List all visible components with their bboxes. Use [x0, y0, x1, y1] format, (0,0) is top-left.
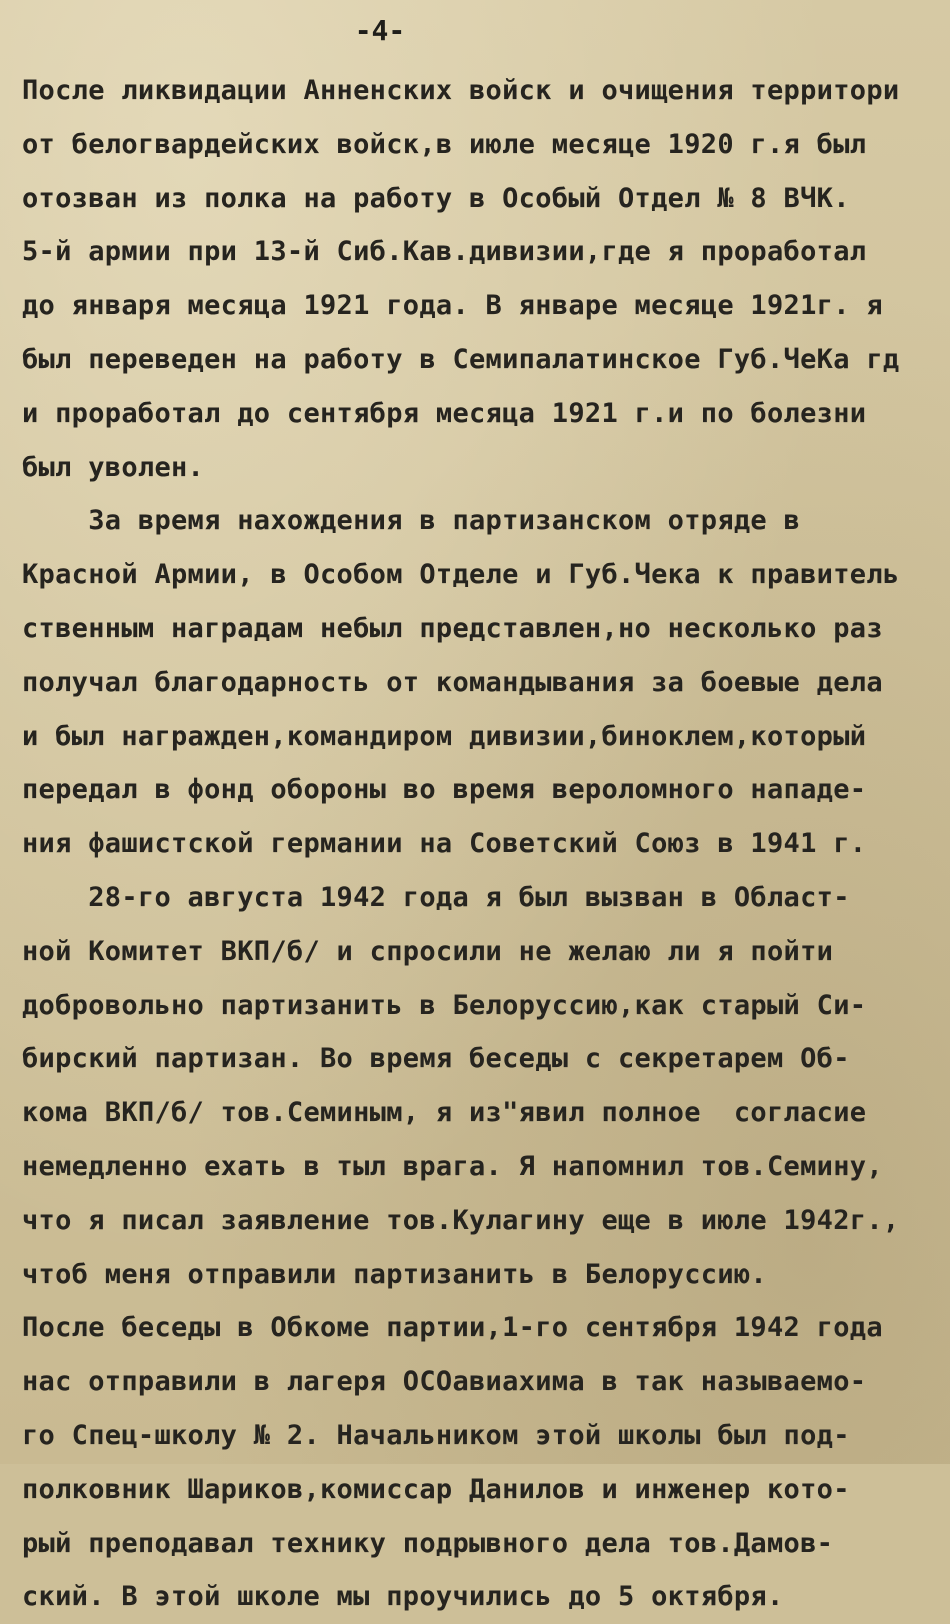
text-line: После ликвидации Анненских войск и очищения территори: [22, 75, 900, 106]
text-line: что я писал заявление тов.Кулагину еще в июле 1942г.,: [22, 1204, 900, 1236]
text-line: чтоб меня отправили партизанить в Белоруссию.: [22, 1258, 767, 1290]
text-line: кома ВКП/б/ тов.Семиным, я из"явил полное согласие: [22, 1097, 867, 1129]
text-line: го Спец-школу № 2. Начальником этой школы был под-: [22, 1419, 850, 1451]
text-line: был переведен на работу в Семипалатинское Губ.ЧеКа гд: [22, 343, 900, 375]
text-line: и был награжден,командиром дивизии,биноклем,который: [22, 720, 867, 752]
text-line: ский. В этой школе мы проучились до 5 октября.: [22, 1581, 784, 1613]
text-line: передал в фонд обороны во время вероломного нападе-: [22, 774, 867, 806]
text-line: После беседы в Обкоме партии,1-го сентября 1942 года: [22, 1312, 883, 1344]
text-line: ния фашистской германии на Советский Союз в 1941 г.: [22, 828, 867, 860]
text-line: За время нахождения в партизанском отряде в: [22, 505, 801, 537]
text-line: получал благодарность от командывания за боевые дела: [22, 666, 883, 698]
text-line: 5-й армии при 13-й Сиб.Кав.дивизии,где я проработал: [22, 236, 867, 268]
text-line: ной Комитет ВКП/б/ и спросили не желаю ли я пойти: [22, 935, 834, 967]
text-line: нас отправили в лагеря ОСОавиахима в так называемо-: [22, 1366, 867, 1398]
text-line: 28-го августа 1942 года я был вызван в Област-: [22, 881, 850, 913]
text-line: рый преподавал технику подрывного дела тов.Дамов-: [22, 1527, 834, 1559]
text-line: от белогвардейских войск,в июле месяце 1920 г.я был: [22, 128, 867, 160]
text-line: до января месяца 1921 года. В январе месяце 1921г. я: [22, 290, 883, 322]
text-line: полковник Шариков,комиссар Данилов и инженер кото-: [22, 1473, 850, 1505]
text-line: и проработал до сентября месяца 1921 г.и по болезни: [22, 397, 867, 429]
text-line: был уволен.: [22, 451, 205, 483]
text-line: добровольно партизанить в Белоруссию,как старый Си-: [22, 989, 867, 1021]
page-number: -4-: [354, 14, 406, 47]
text-line: немедленно ехать в тыл врага. Я напомнил тов.Семину,: [22, 1150, 883, 1182]
text-line: ственным наградам небыл представлен,но несколько раз: [22, 612, 883, 644]
document-body: [22, 64, 942, 1624]
text-line: бирский партизан. Во время беседы с секретарем Об-: [22, 1043, 850, 1075]
text-line: отозван из полка на работу в Особый Отдел № 8 ВЧК.: [22, 182, 850, 214]
text-line: Красной Армии, в Особом Отделе и Губ.Чека к правитель: [22, 559, 900, 591]
